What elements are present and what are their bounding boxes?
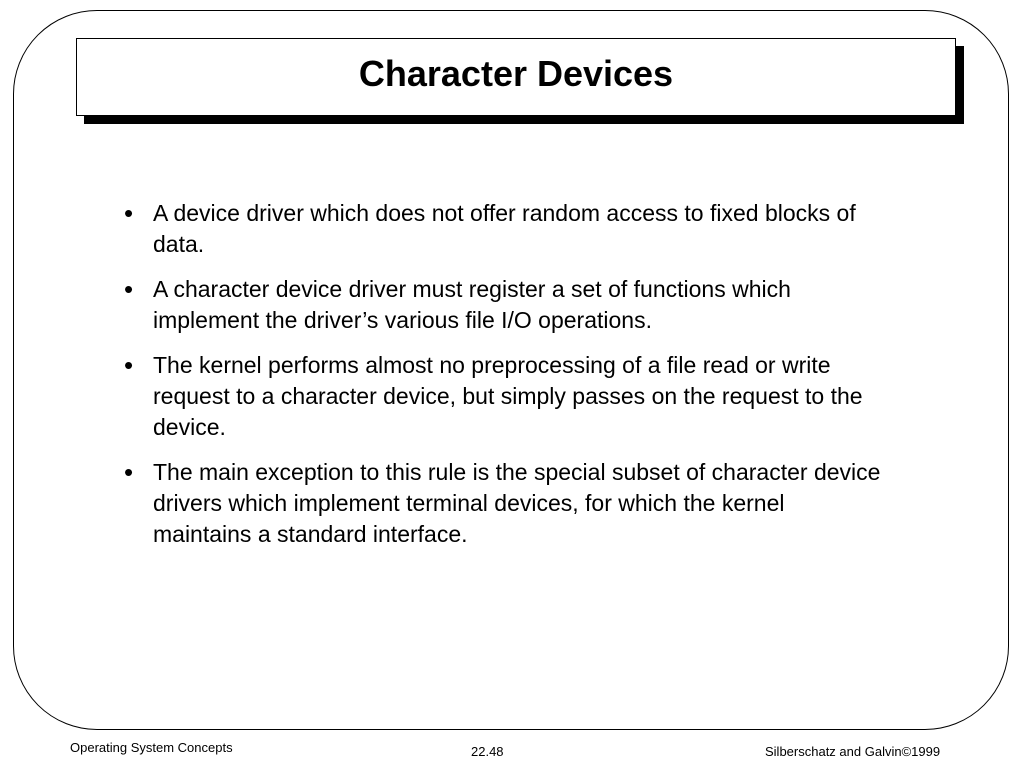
bullet-text: A character device driver must register a set of functions which implement the driver’s various file I/O operations. <box>153 276 791 333</box>
bullet-text: The main exception to this rule is the special subset of character device drivers which implement terminal devices, for which the kernel maintains a standard interface. <box>153 459 881 547</box>
footer-course-title: Operating System Concepts <box>70 740 233 755</box>
bullet-text: The kernel performs almost no preprocessing of a file read or write request to a character device, but simply passes on the request to the device. <box>153 352 863 440</box>
footer-page-number: 22.48 <box>471 744 504 759</box>
title-box <box>76 38 956 116</box>
bullet-dot-icon: • <box>124 198 134 228</box>
bullet-item <box>124 198 884 260</box>
bullet-dot-icon: • <box>124 350 134 380</box>
bullet-list <box>124 198 884 564</box>
bullet-item <box>124 350 884 443</box>
bullet-text: A device driver which does not offer random access to fixed blocks of data. <box>153 200 856 257</box>
footer-copyright: Silberschatz and Galvin©1999 <box>765 744 941 759</box>
bullet-item <box>124 274 884 336</box>
bullet-item <box>124 457 884 550</box>
bullet-dot-icon: • <box>124 274 134 304</box>
slide-title: Character Devices <box>358 53 674 94</box>
bullet-dot-icon: • <box>124 457 134 487</box>
